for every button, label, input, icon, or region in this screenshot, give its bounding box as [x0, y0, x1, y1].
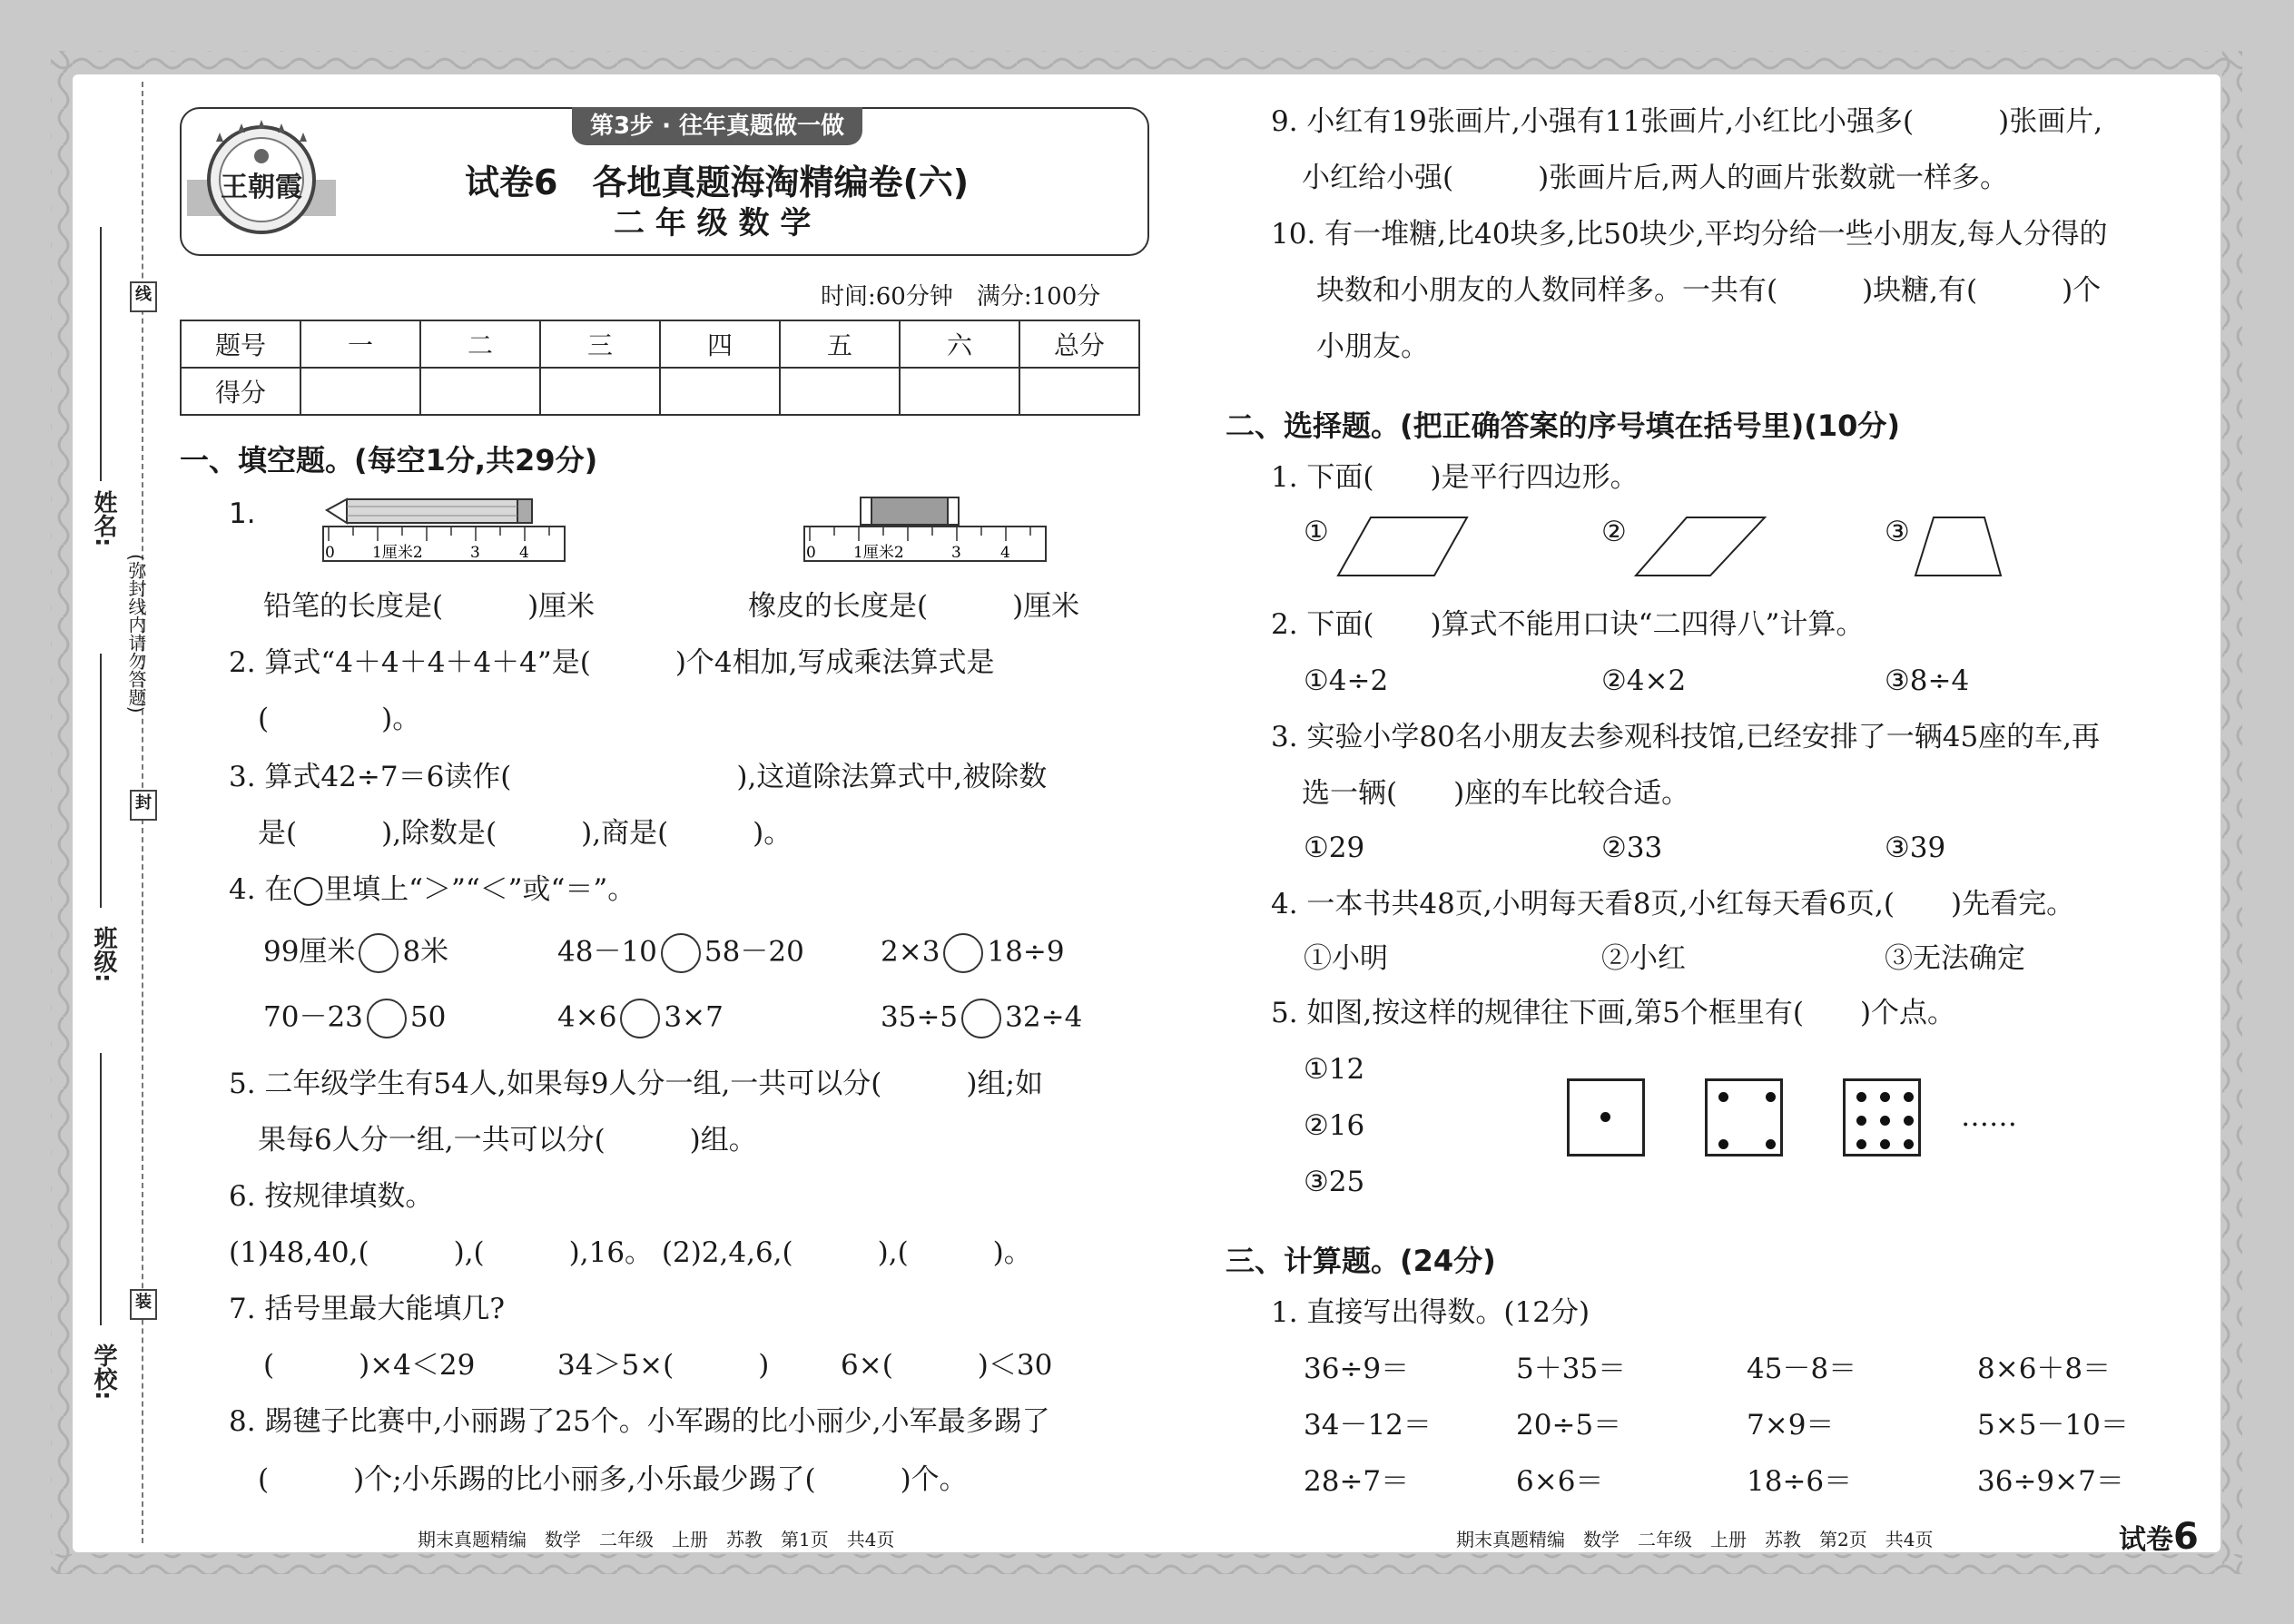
- cell: 得分: [181, 368, 300, 415]
- svg-text:3: 3: [470, 544, 480, 562]
- cell: 五: [780, 320, 900, 368]
- q5-line2[interactable]: 果每6人分一组,一共可以分( )组。: [258, 1124, 757, 1156]
- q7-item[interactable]: 6×( )＜30: [841, 1349, 1053, 1382]
- q4-item[interactable]: 35÷5 32÷4: [881, 999, 1082, 1038]
- q4-item[interactable]: 4×6 3×7: [557, 999, 724, 1038]
- score-cell[interactable]: [540, 368, 660, 415]
- q7-item[interactable]: 34＞5×( ): [557, 1349, 770, 1382]
- c4-option-3[interactable]: ③无法确定: [1885, 942, 2025, 975]
- svg-text:4: 4: [519, 544, 529, 562]
- score-cell[interactable]: [660, 368, 780, 415]
- cell: 三: [540, 320, 660, 368]
- dot: [1766, 1092, 1776, 1102]
- q4-item[interactable]: 2×3 18÷9: [881, 933, 1065, 973]
- score-row-points: [181, 368, 1139, 415]
- dot-box: [1843, 1078, 1921, 1156]
- step-tab: 第3步 · 往年真题做一做: [572, 107, 862, 145]
- calc-item[interactable]: 28÷7＝: [1304, 1465, 1410, 1498]
- class-line[interactable]: [100, 654, 102, 908]
- dot: [1904, 1116, 1914, 1126]
- compare-circle: [620, 999, 660, 1038]
- school-label: 学校:: [90, 1343, 117, 1401]
- c3-option-1[interactable]: ①29: [1304, 832, 1365, 864]
- c2-option-2[interactable]: ②4×2: [1601, 664, 1687, 697]
- dot-box: [1567, 1078, 1645, 1156]
- q9-line1: 9. 小红有19张画片,小强有11张画片,小红比小强多( )张画片,: [1271, 105, 2103, 138]
- compare-circle: [961, 999, 1001, 1038]
- name-label: 姓名:: [90, 490, 117, 547]
- c4-option-2[interactable]: ②小红: [1601, 942, 1686, 975]
- c3-option-3[interactable]: ③39: [1885, 832, 1946, 864]
- logo-text: 王朝霞: [221, 172, 302, 203]
- svg-text:1厘米2: 1厘米2: [853, 544, 904, 562]
- c2-option-1[interactable]: ①4÷2: [1304, 664, 1389, 697]
- calc-item[interactable]: 5×5－10＝: [1977, 1409, 2129, 1442]
- dot: [1718, 1092, 1728, 1102]
- score-table: [180, 320, 1140, 416]
- q2-line2[interactable]: ( )。: [258, 703, 421, 735]
- binding-mark-zhuang: 装: [130, 1289, 157, 1320]
- q6-sequences[interactable]: (1)48,40,( ),( ),16。 (2)2,4,6,( ),( )。: [229, 1236, 1032, 1269]
- calc-item[interactable]: 36÷9×7＝: [1977, 1465, 2124, 1498]
- q1-pencil-answer[interactable]: 铅笔的长度是( )厘米: [263, 590, 596, 623]
- calc-item[interactable]: 45－8＝: [1747, 1353, 1857, 1385]
- section-1-title: 一、填空题。(每空1分,共29分): [180, 443, 598, 477]
- seal-note: (弥封线内请勿答题): [125, 554, 147, 714]
- exam-subtitle: 二 年 级 数 学: [614, 205, 812, 241]
- q4-item[interactable]: 99厘米 8米: [263, 933, 448, 973]
- dot: [1856, 1116, 1866, 1126]
- dot: [1718, 1139, 1728, 1149]
- parallelogram-shape-1: [1334, 512, 1471, 581]
- c1-option-3[interactable]: ③: [1885, 516, 1910, 548]
- binding-mark-feng: 封: [130, 790, 157, 821]
- score-cell[interactable]: [900, 368, 1019, 415]
- c5-prompt[interactable]: 5. 如图,按这样的规律往下画,第5个框里有( )个点。: [1271, 997, 1956, 1029]
- c4-option-1[interactable]: ①小明: [1304, 942, 1388, 975]
- q1-number: 1.: [229, 497, 256, 530]
- name-line[interactable]: [100, 227, 102, 481]
- c1-prompt[interactable]: 1. 下面( )是平行四边形。: [1271, 461, 1639, 494]
- q9-line2[interactable]: 小红给小强( )张画片后,两人的画片张数就一样多。: [1302, 162, 2009, 194]
- parallelogram-shape-2: [1632, 512, 1768, 581]
- c3-line2[interactable]: 选一辆( )座的车比较合适。: [1302, 777, 1690, 810]
- svg-text:3: 3: [951, 544, 961, 562]
- left-footer: 期末真题精编 数学 二年级 上册 苏教 第1页 共4页: [418, 1529, 895, 1550]
- c3-line1: 3. 实验小学80名小朋友去参观科技馆,已经安排了一辆45座的车,再: [1271, 721, 2101, 753]
- calc-item[interactable]: 20÷5＝: [1516, 1409, 1622, 1442]
- q7-item[interactable]: ( )×4＜29: [263, 1349, 476, 1382]
- publisher-logo: [183, 116, 340, 243]
- cell: 二: [420, 320, 540, 368]
- score-cell[interactable]: [300, 368, 420, 415]
- calc-item[interactable]: 34－12＝: [1304, 1409, 1432, 1442]
- cell: 一: [300, 320, 420, 368]
- calc-item[interactable]: 5＋35＝: [1516, 1353, 1627, 1385]
- c5-option-2[interactable]: ②16: [1304, 1109, 1365, 1142]
- dot: [1880, 1139, 1890, 1149]
- c1-option-1[interactable]: ①: [1304, 516, 1329, 548]
- right-footer: 期末真题精编 数学 二年级 上册 苏教 第2页 共4页: [1456, 1529, 1934, 1550]
- q7-prompt: 7. 括号里最大能填几?: [229, 1293, 506, 1325]
- q4-item[interactable]: 70－23 50: [263, 999, 446, 1038]
- score-cell[interactable]: [780, 368, 900, 415]
- calc-item[interactable]: 36÷9＝: [1304, 1353, 1410, 1385]
- c1-option-2[interactable]: ②: [1601, 516, 1627, 548]
- q10-line3: 小朋友。: [1316, 330, 1429, 363]
- section-3-title: 三、计算题。(24分): [1226, 1244, 1496, 1278]
- q3-line1: 3. 算式42÷7＝6读作( ),这道除法算式中,被除数: [229, 761, 1048, 793]
- trapezoid-shape: [1912, 512, 2006, 581]
- svg-text:1厘米2: 1厘米2: [372, 544, 423, 562]
- score-row-header: [181, 320, 1139, 368]
- q8-line2[interactable]: ( )个;小乐踢的比小丽多,小乐最少踢了( )个。: [258, 1463, 968, 1496]
- c5-option-1[interactable]: ①12: [1304, 1053, 1365, 1086]
- c4-prompt[interactable]: 4. 一本书共48页,小明每天看8页,小红每天看6页,( )先看完。: [1271, 888, 2075, 920]
- q1-eraser-answer[interactable]: 橡皮的长度是( )厘米: [748, 590, 1080, 623]
- school-line[interactable]: [100, 1053, 102, 1325]
- cell: 总分: [1019, 320, 1139, 368]
- svg-text:0: 0: [806, 544, 816, 562]
- q8-line1: 8. 踢毽子比赛中,小丽踢了25个。小军踢的比小丽少,小军最多踢了: [229, 1405, 1050, 1438]
- c2-prompt[interactable]: 2. 下面( )算式不能用口诀“二四得八”计算。: [1271, 608, 1865, 641]
- q10-line2[interactable]: 块数和小朋友的人数同样多。一共有( )块糖,有( )个: [1316, 274, 2102, 307]
- q3-line2[interactable]: 是( ),除数是( ),商是( )。: [258, 817, 793, 850]
- k1-prompt: 1. 直接写出得数。(12分): [1271, 1296, 1590, 1329]
- dot: [1856, 1139, 1866, 1149]
- paper-label: 试卷6: [2119, 1516, 2199, 1558]
- svg-text:0: 0: [325, 544, 335, 562]
- score-cell[interactable]: [420, 368, 540, 415]
- svg-text:4: 4: [1000, 544, 1010, 562]
- binding-mark-xian: 线: [130, 281, 157, 312]
- compare-circle: [943, 933, 983, 973]
- q10-line1: 10. 有一堆糖,比40块多,比50块少,平均分给一些小朋友,每人分得的: [1271, 218, 2108, 251]
- c2-option-3[interactable]: ③8÷4: [1885, 664, 1970, 697]
- pencil-ruler-figure: [320, 490, 569, 565]
- exam-title: 试卷6 各地真题海淘精编卷(六): [465, 162, 970, 202]
- dot: [1880, 1092, 1890, 1102]
- dot: [1856, 1092, 1866, 1102]
- compare-circle: [661, 933, 701, 973]
- compare-circle: [367, 999, 407, 1038]
- cell: 题号: [181, 320, 300, 368]
- dot: [1904, 1092, 1914, 1102]
- dot-box: [1705, 1078, 1783, 1156]
- eraser-ruler-figure: [801, 490, 1050, 565]
- q4-item[interactable]: 48－10 58－20: [557, 933, 804, 973]
- ellipsis: ……: [1961, 1100, 2017, 1133]
- compare-circle: [359, 933, 399, 973]
- dot: [1904, 1139, 1914, 1149]
- calc-item[interactable]: 18÷6＝: [1747, 1465, 1853, 1498]
- q6-prompt: 6. 按规律填数。: [229, 1180, 434, 1213]
- calc-item[interactable]: 7×9＝: [1747, 1409, 1835, 1442]
- c3-option-2[interactable]: ②33: [1601, 832, 1663, 864]
- q4-prompt: 4. 在◯里填上“＞”“＜”或“＝”。: [229, 873, 636, 906]
- dot: [1880, 1116, 1890, 1126]
- class-label: 班级:: [90, 926, 117, 983]
- dot: [1600, 1112, 1610, 1122]
- section-2-title: 二、选择题。(把正确答案的序号填在括号里)(10分): [1226, 408, 1901, 443]
- q2-line1: 2. 算式“4＋4＋4＋4＋4”是( )个4相加,写成乘法算式是: [229, 646, 995, 679]
- cell: 四: [660, 320, 780, 368]
- q5-line1: 5. 二年级学生有54人,如果每9人分一组,一共可以分( )组;如: [229, 1068, 1043, 1100]
- c5-option-3[interactable]: ③25: [1304, 1166, 1365, 1198]
- time-info: 时间:60分钟 满分:100分: [821, 283, 1101, 310]
- dot: [1766, 1139, 1776, 1149]
- calc-item[interactable]: 8×6＋8＝: [1977, 1353, 2112, 1385]
- calc-item[interactable]: 6×6＝: [1516, 1465, 1604, 1498]
- score-cell[interactable]: [1019, 368, 1139, 415]
- cell: 六: [900, 320, 1019, 368]
